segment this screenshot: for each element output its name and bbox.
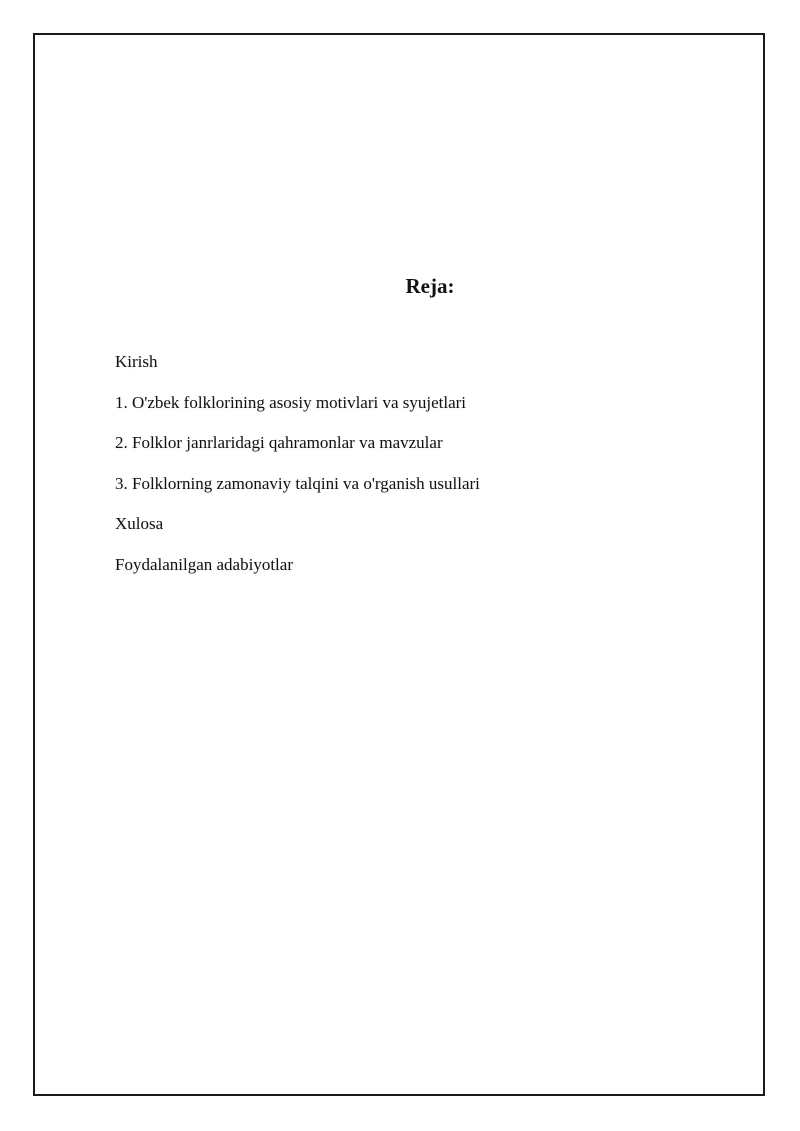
plan-item-1: 1. O'zbek folklorining asosiy motivlari va syujetlari (115, 392, 467, 412)
plan-list (115, 351, 480, 594)
plan-item-conclusion: Xulosa (115, 514, 164, 533)
plan-item-references: Foydalanilgan adabiyotlar (115, 554, 293, 574)
plan-item-intro: Kirish (115, 352, 158, 371)
plan-item-2: 2. Folklor janrlaridagi qahramonlar va mavzular (115, 433, 443, 452)
plan-item-3: 3. Folklorning zamonaviy talqini va o'rganish usullari (115, 473, 480, 493)
page-title: Reja: (405, 274, 455, 298)
